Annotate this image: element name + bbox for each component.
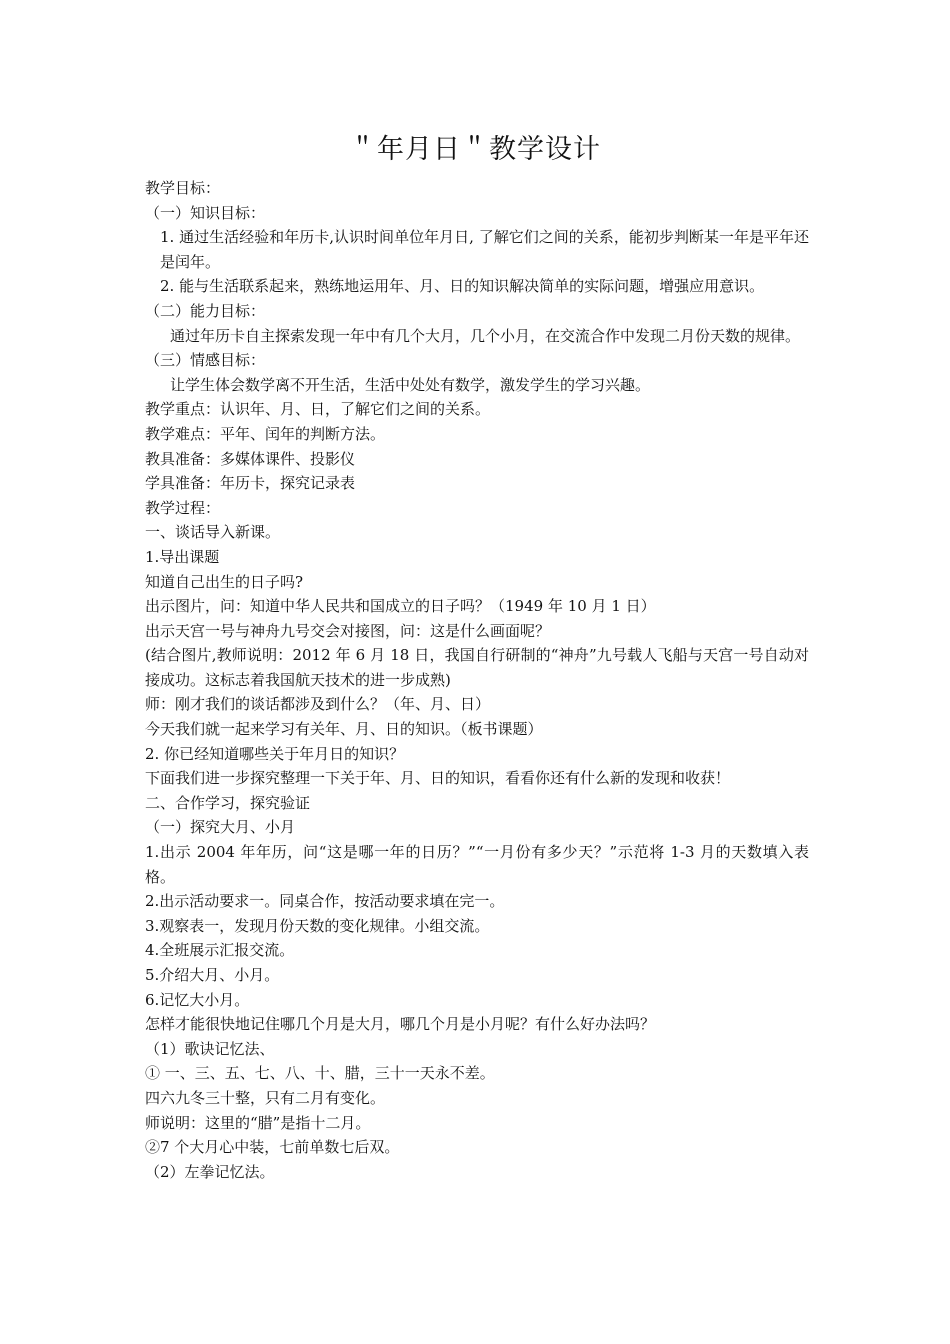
paragraph: 2. 能与生活联系起来，熟练地运用年、月、日的知识解决简单的实际问题，增强应用意识。: [160, 277, 765, 296]
paragraph: 让学生体会数学离不开生活，生活中处处有数学，激发学生的学习兴趣。: [170, 375, 651, 394]
paragraph: 1.出示 2004 年年历，问“这是哪一年的日历？”“一月份有多少天？”示范将 1-3 月的天数填入表格。: [145, 843, 809, 886]
paragraph: （2）左拳记忆法。: [145, 1162, 275, 1181]
paragraph: 师：刚才我们的谈话都涉及到什么？（年、月、日）: [145, 695, 491, 714]
page-title: ＂年月日＂教学设计: [349, 134, 601, 165]
paragraph: 今天我们就一起来学习有关年、月、日的知识。（板书课题）: [145, 720, 543, 739]
paragraph: 四六九冬三十整，只有二月有变化。: [145, 1088, 386, 1107]
paragraph: （1）歌诀记忆法、: [145, 1039, 275, 1058]
paragraph: 师说明：这里的“腊”是指十二月。: [145, 1113, 371, 1132]
paragraph: 1.导出课题: [145, 547, 220, 566]
paragraph: 教学过程：: [145, 498, 221, 517]
paragraph: 1. 通过生活经验和年历卡,认识时间单位年月日, 了解它们之间的关系，能初步判断某一年是平年还是闰年。: [160, 228, 809, 271]
paragraph: (结合图片,教师说明：2012 年 6 月 18 日，我国自行研制的“神舟”九号载人飞船与天宫一号自动对接成功。这标志着我国航天技术的进一步成熟): [145, 646, 809, 689]
paragraph: ②7 个大月心中装，七前单数七后双。: [145, 1138, 400, 1157]
paragraph: （三）情感目标：: [145, 351, 266, 370]
paragraph: 3.观察表一，发现月份天数的变化规律。小组交流。: [145, 916, 490, 935]
paragraph: 教学难点：平年、闰年的判断方法。: [145, 424, 386, 443]
paragraph: 一、谈话导入新课。: [145, 523, 281, 542]
paragraph: 2. 你已经知道哪些关于年月日的知识？: [145, 744, 405, 763]
paragraph: 知道自己出生的日子吗?: [145, 572, 304, 591]
paragraph: 怎样才能很快地记住哪几个月是大月，哪几个月是小月呢？有什么好办法吗？: [145, 1015, 656, 1034]
paragraph: 出示图片，问：知道中华人民共和国成立的日子吗？（1949 年 10 月 1 日）: [145, 597, 656, 616]
paragraph: 教学目标：: [145, 179, 221, 197]
paragraph: 通过年历卡自主探索发现一年中有几个大月，几个小月，在交流合作中发现二月份天数的规律。: [170, 326, 801, 345]
paragraph: （一）探究大月、小月: [145, 818, 296, 837]
document-body: [145, 176, 809, 1184]
paragraph: 2.出示活动要求一。同桌合作，按活动要求填在完一。: [145, 892, 505, 911]
paragraph: （一）知识目标：: [145, 203, 266, 222]
paragraph: 5.介绍大月、小月。: [145, 966, 280, 984]
paragraph: 二、合作学习，探究验证: [145, 793, 311, 812]
paragraph: 6.记忆大小月。: [145, 990, 250, 1009]
paragraph: 出示天宫一号与神舟九号交会对接图，问：这是什么画面呢？: [145, 621, 551, 640]
paragraph: 教具准备：多媒体课件、投影仪: [145, 449, 356, 468]
paragraph: 4.全班展示汇报交流。: [145, 941, 295, 960]
paragraph: （二）能力目标：: [145, 301, 266, 320]
paragraph: ① 一、三、五、七、八、十、腊，三十一天永不差。: [145, 1064, 495, 1083]
paragraph: 教学重点：认识年、月、日，了解它们之间的关系。: [145, 400, 491, 419]
paragraph: 下面我们进一步探究整理一下关于年、月、日的知识，看看你还有什么新的发现和收获！: [145, 769, 731, 788]
paragraph: 学具准备：年历卡，探究记录表: [145, 474, 356, 493]
